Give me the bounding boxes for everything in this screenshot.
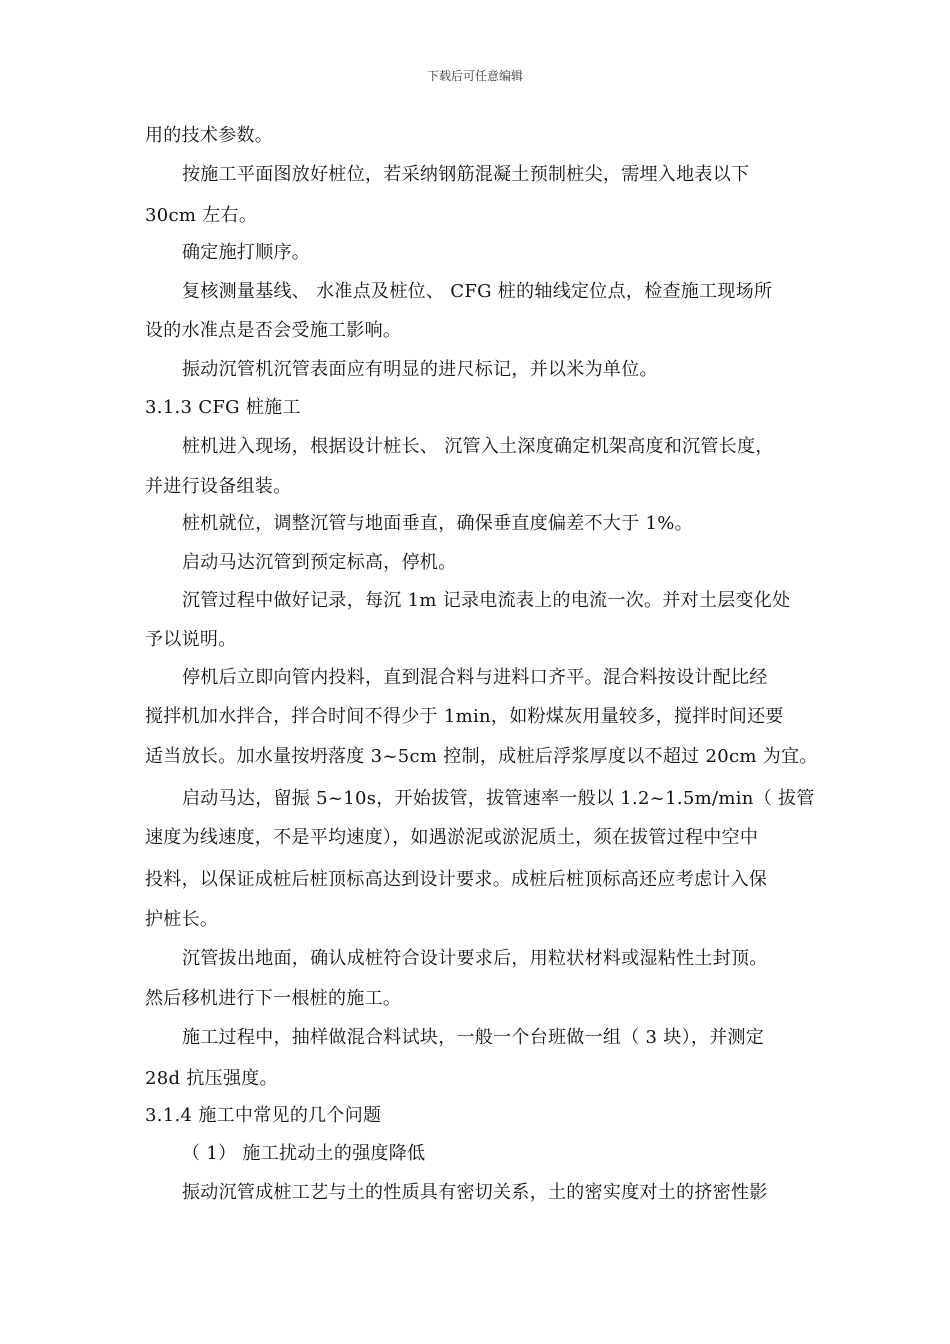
text-line: 30cm 左右。 <box>145 205 258 226</box>
text-line: 启动马达，留振 5~10s，开始拔管，拔管速率一般以 1.2~1.5m/min（ 拔管 <box>182 788 815 809</box>
text-line: 然后移机进行下一根桩的施工。 <box>145 988 402 1009</box>
section-heading: 3.1.4 施工中常见的几个问题 <box>145 1105 382 1126</box>
text-line: 护桩长。 <box>145 909 219 930</box>
text-line: 搅拌机加水拌合，拌合时间不得少于 1min，如粉煤灰用量较多，搅拌时间还要 <box>145 706 784 727</box>
text-line: 适当放长。加水量按坍落度 3~5cm 控制，成桩后浮浆厚度以不超过 20cm 为宜。 <box>145 746 818 767</box>
text-line: 投料，以保证成桩后桩顶标高达到设计要求。成桩后桩顶标高还应考虑计入保 <box>145 869 768 890</box>
text-line: 施工过程中，抽样做混合料试块，一般一个台班做一组（ 3 块），并测定 <box>182 1027 765 1048</box>
text-line: 用的技术参数。 <box>145 125 274 146</box>
text-line: 桩机就位，调整沉管与地面垂直，确保垂直度偏差不大于 1%。 <box>182 513 693 534</box>
text-line: 桩机进入现场，根据设计桩长、 沉管入土深度确定机架高度和沉管长度， <box>182 436 774 457</box>
text-line: 复核测量基线、 水准点及桩位、 CFG 桩的轴线定位点，检查施工现场所 <box>182 281 773 302</box>
text-line: 沉管过程中做好记录，每沉 1m 记录电流表上的电流一次。并对土层变化处 <box>182 590 791 611</box>
text-line: 沉管拔出地面，确认成桩符合设计要求后，用粒状材料或湿粘性土封顶。 <box>182 948 768 969</box>
text-line: 振动沉管成桩工艺与土的性质具有密切关系，土的密实度对土的挤密性影 <box>182 1182 768 1203</box>
text-line: 确定施打顺序。 <box>182 242 311 263</box>
page-header: 下载后可任意编辑 <box>426 69 523 83</box>
text-line: 按施工平面图放好桩位，若采纳钢筋混凝土预制桩尖，需埋入地表以下 <box>182 164 750 185</box>
text-line: 停机后立即向管内投料，直到混合料与进料口齐平。混合料按设计配比经 <box>182 667 768 688</box>
text-line: 速度为线速度，不是平均速度），如遇淤泥或淤泥质土，须在拔管过程中空中 <box>145 827 759 848</box>
text-line: 予以说明。 <box>145 629 237 650</box>
text-line: 设的水准点是否会受施工影响。 <box>145 320 402 341</box>
text-line: 28d 抗压强度。 <box>145 1068 278 1089</box>
text-line: 启动马达沉管到预定标高，停机。 <box>182 552 457 573</box>
text-line: 并进行设备组装。 <box>145 476 292 497</box>
subsection-heading: （ 1） 施工扰动土的强度降低 <box>182 1143 426 1164</box>
text-line: 振动沉管机沉管表面应有明显的进尺标记，并以米为单位。 <box>182 359 658 380</box>
section-heading: 3.1.3 CFG 桩施工 <box>145 397 301 418</box>
